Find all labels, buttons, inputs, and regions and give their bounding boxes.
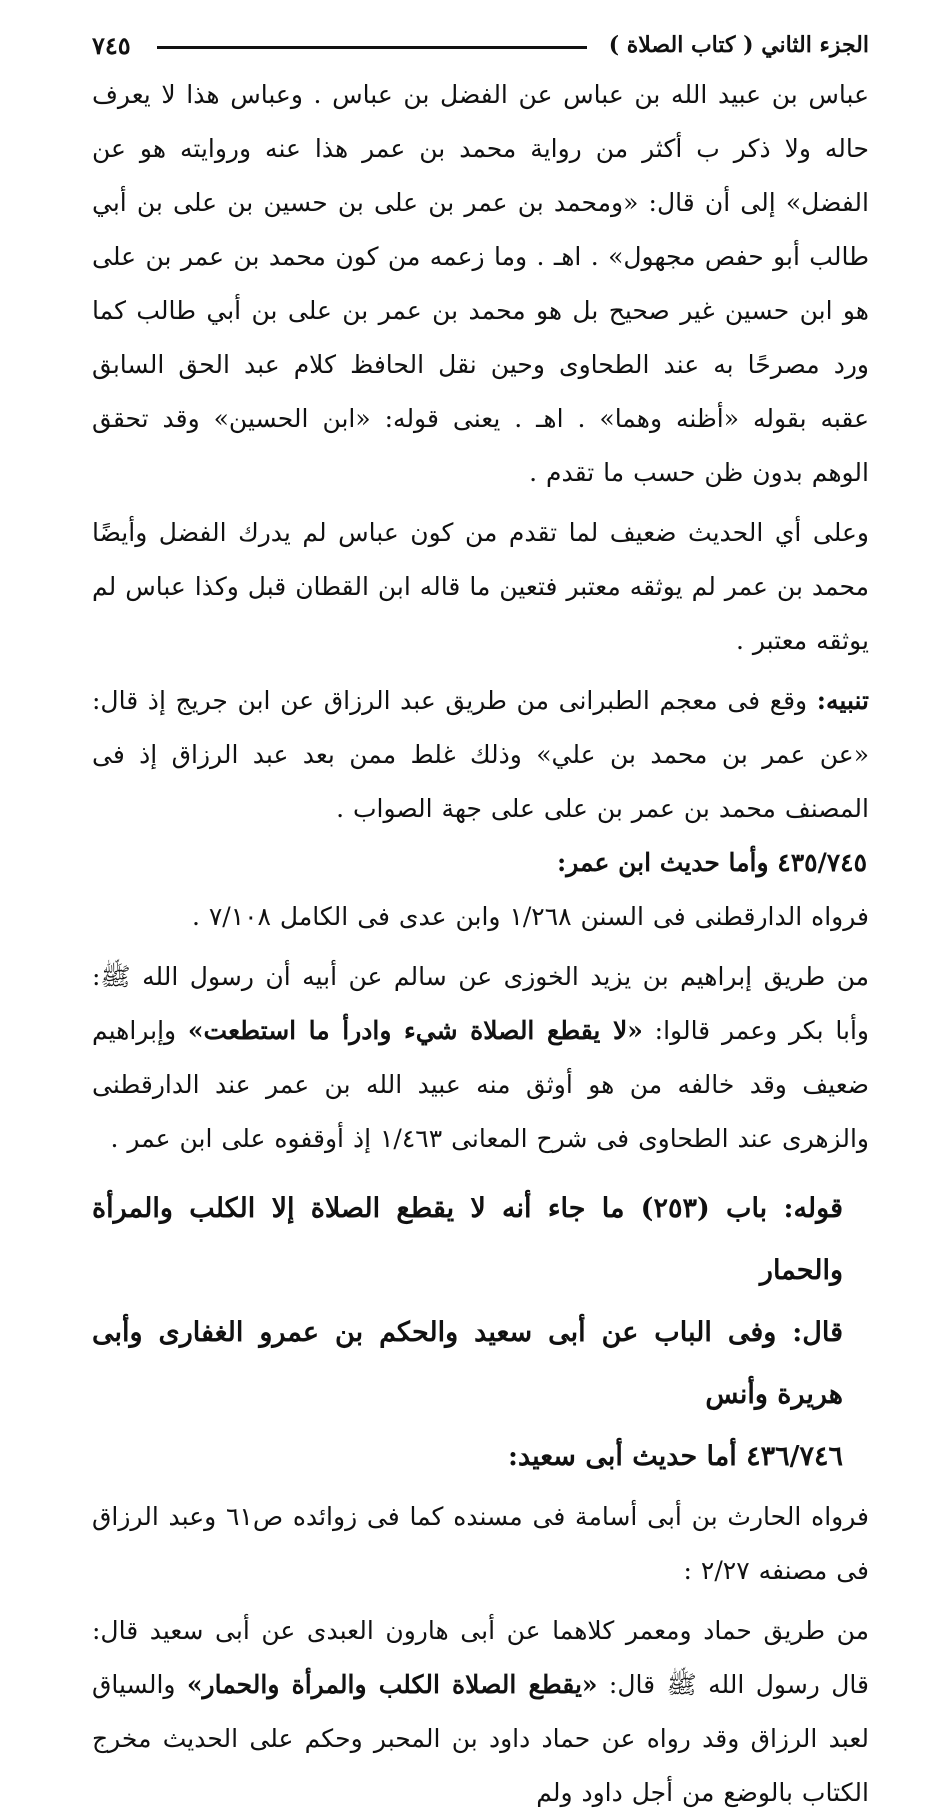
chapter-title: قوله: باب (٢٥٣) ما جاء أنه لا يقطع الصلاة إلا الكلب والمرأة والحمار (92, 1193, 843, 1286)
paragraph-ibrahim-chain (92, 950, 869, 1166)
page-number: ٧٤٥ (92, 30, 131, 60)
hammad-hadith-quote: «يقطع الصلاة الكلب والمرأة والحمار» (186, 1670, 598, 1699)
running-title: الجزء الثاني ( كتاب الصلاة ) (608, 32, 869, 58)
chapter-section (92, 1178, 869, 1488)
paragraph-hammad-chain (92, 1604, 869, 1820)
running-header (92, 26, 869, 64)
hadith-heading-abu-said: ٤٣٦/٧٤٦ أما حديث أبى سعيد: (507, 1441, 843, 1472)
hammad-text-after: والسياق لعبد الرزاق وقد رواه عن حماد داود بن المحبر وحكم على الحديث مخرج الكتاب بالوضع من أجل داود ولم (92, 1670, 869, 1807)
header-rule (157, 46, 587, 49)
note-label: تنبيه: (816, 686, 869, 715)
chain-text-after: وإبراهيم ضعيف وقد خالفه من هو أوثق منه عبيد الله بن عمر عند الدارقطنى والزهرى عند الطحاوى فى شرح المعانى ١/٤٦٣ إذ أوقفوه على ابن عمر . (92, 1016, 869, 1153)
body-text (92, 68, 869, 1820)
hadith-quote: «لا يقطع الصلاة شيء وادرأ ما استطعت» (187, 1016, 643, 1045)
hammad-text-before: من طريق حماد ومعمر كلاهما عن أبى هارون العبدى عن أبى سعيد قال: قال رسول الله ﷺ قال: (92, 1616, 869, 1699)
paragraph-daraqutni-source: فرواه الدارقطنى فى السنن ١/٢٦٨ وابن عدى فى الكامل ٧/١٠٨ . (191, 902, 869, 931)
note-text: وقع فى معجم الطبرانى من طريق عبد الرزاق عن ابن جريج إذ قال: «عن عمر بن محمد بن علي» وذلك غلط ممن بعد عبد الرزاق إذ فى المصنف محمد بن عمر بن على على جهة الصواب . (92, 686, 869, 823)
paragraph-note (92, 674, 869, 836)
paragraph-harith-source: فرواه الحارث بن أبى أسامة فى مسنده كما فى زوائده ص٦١ وعبد الرزاق فى مصنفه ٢/٢٧ : (92, 1502, 869, 1585)
hadith-heading-ibn-umar: ٤٣٥/٧٤٥ وأما حديث ابن عمر: (557, 848, 867, 877)
chapter-subtitle: قال: وفى الباب عن أبى سعيد والحكم بن عمرو الغفارى وأبى هريرة وأنس (92, 1317, 843, 1410)
paragraph-abbas-discussion: عباس بن عبيد الله بن عباس عن الفضل بن عباس . وعباس هذا لا يعرف حاله ولا ذكر ب أكثر من رواية محمد بن عمر هذا عنه وروايته هو عن الفضل» إلى أن قال: «ومحمد بن عمر بن على بن حسين بن على بن أبي طالب أبو حفص مجهول» . اهـ . وما زعمه من كون محمد بن عمر بن على هو ابن حسين غير صحيح بل هو محمد بن عمر بن على بن أبي طالب كما ورد مصرحًا به عند الطحاوى وحين نقل الحافظ كلام عبد الحق السابق عقبه بقوله «أظنه وهما» . اهـ . يعنى قوله: «ابن الحسين» وقد تحقق الوهم بدون ظن حسب ما تقدم . (92, 80, 869, 487)
paragraph-conclusion: وعلى أي الحديث ضعيف لما تقدم من كون عباس لم يدرك الفضل وأيضًا محمد بن عمر لم يوثقه معتبر فتعين ما قاله ابن القطان قبل وكذا عباس لم يوثقه معتبر . (92, 518, 869, 655)
chain-text-before: من طريق إبراهيم بن يزيد الخوزى عن سالم عن أبيه أن رسول الله ﷺ: وأبا بكر وعمر قالوا: (92, 962, 869, 1045)
